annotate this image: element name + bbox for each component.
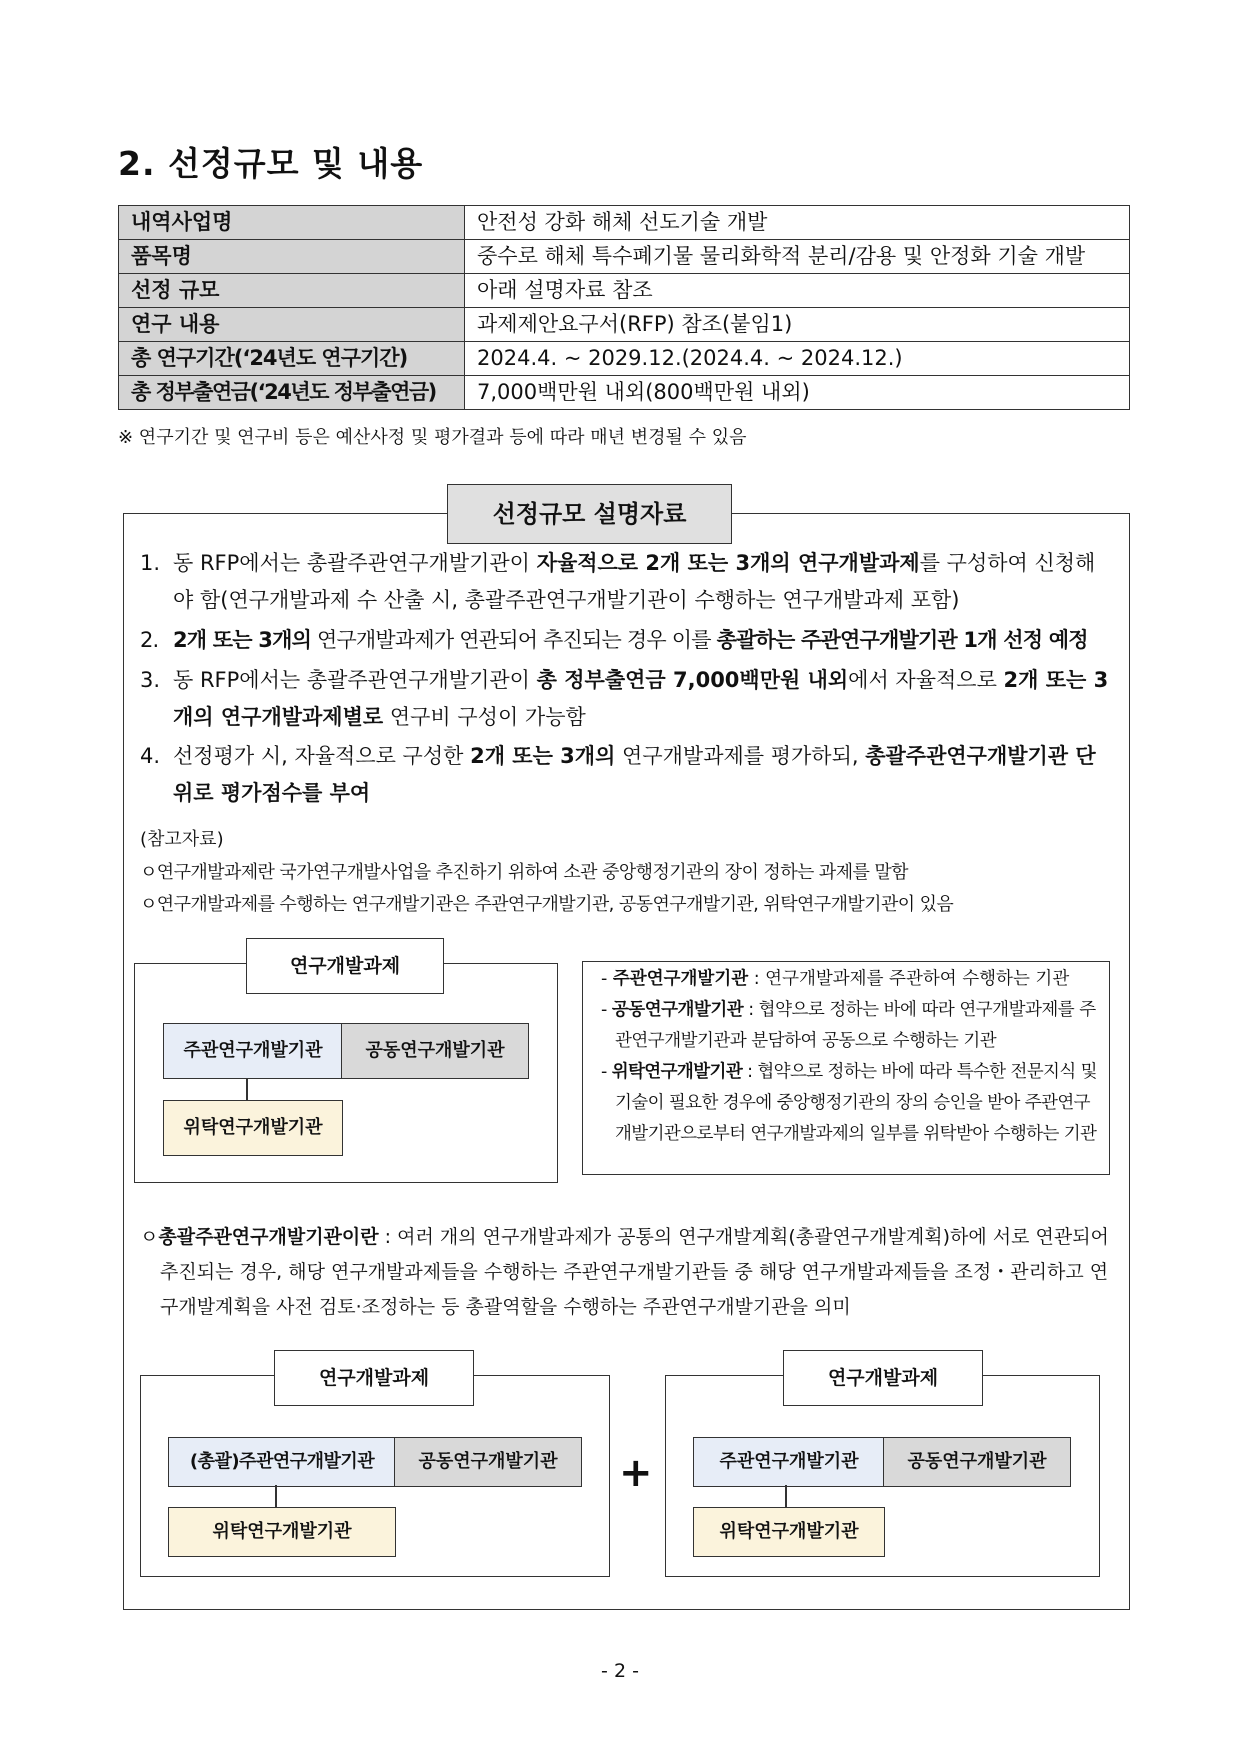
diagram-title: 연구개발과제 (783, 1350, 983, 1406)
list-item: 1. 동 RFP에서는 총괄주관연구개발기관이 자율적으로 2개 또는 3개의 연구개발과제를 구성하여 신청해야 함(연구개발과제 수 산출 시, 총괄주관연구개발기관이 수행하는 연구개발과제 포함) (140, 551, 1096, 612)
table-row: 총 연구기간(‘24년도 연구기간) 2024.4. ~ 2029.12.(2024.4. ~ 2024.12.) (119, 342, 1130, 376)
diagram-title: 연구개발과제 (274, 1350, 474, 1406)
definition-item: - 위탁연구개발기관 : 협약으로 정하는 바에 따라 특수한 전문지식 및 기술이 필요한 경우에 중앙행정기관의 장의 승인을 받아 주관연구개발기관으로부터 연구개발과제의 일부를 위탁받아 수행하는 기관 (601, 1062, 1097, 1144)
definitions-box (582, 961, 1110, 1175)
lead-institution: (총괄)주관연구개발기관 (168, 1437, 396, 1487)
definition-item: - 주관연구개발기관 : 연구개발과제를 주관하여 수행하는 기관 (601, 969, 1070, 989)
table-note: ※ 연구기간 및 연구비 등은 예산사정 및 평가결과 등에 따라 매년 변경될 수 있음 (118, 427, 747, 448)
overall-definition: ㅇ총괄주관연구개발기관이란 : 여러 개의 연구개발과제가 공통의 연구개발계획(총괄연구개발계획)하에 서로 연관되어 추진되는 경우, 해당 연구개발과제들을 수행하는 주관연구개발기관들 중 해당 연구개발과제들을 조정・관리하고 연구개발계획을 사전 검토·조정하는 등 총괄역할을 수행하는 주관연구개발기관을 의미 (140, 1226, 1109, 1318)
trust-institution: 위탁연구개발기관 (693, 1507, 885, 1557)
table-row: 품목명 중수로 해체 특수폐기물 물리화학적 분리/감용 및 안정화 기술 개발 (119, 240, 1130, 274)
lead-institution: 주관연구개발기관 (163, 1023, 343, 1079)
connector-line (275, 1485, 277, 1507)
reference-line: ㅇ연구개발과제란 국가연구개발사업을 추진하기 위하여 소관 중앙행정기관의 장이 정하는 과제를 말함 (140, 862, 908, 883)
connector-line (785, 1485, 787, 1507)
diagram-title: 연구개발과제 (246, 938, 444, 994)
reference-title: (참고자료) (140, 829, 224, 850)
definition-item: - 공동연구개발기관 : 협약으로 정하는 바에 따라 연구개발과제를 주관연구개발기관과 분담하여 공동으로 수행하는 기관 (601, 1000, 1096, 1051)
list-item: 2. 2개 또는 3개의 연구개발과제가 연관되어 추진되는 경우 이를 총괄하는 주관연구개발기관 1개 선정 예정 (140, 628, 1088, 652)
joint-institution: 공동연구개발기관 (883, 1437, 1071, 1487)
joint-institution: 공동연구개발기관 (341, 1023, 529, 1079)
lead-institution: 주관연구개발기관 (693, 1437, 885, 1487)
section-title: 2. 선정규모 및 내용 (118, 144, 424, 183)
table-row: 내역사업명 안전성 강화 해체 선도기술 개발 (119, 206, 1130, 240)
list-item: 4. 선정평가 시, 자율적으로 구성한 2개 또는 3개의 연구개발과제를 평가하되, 총괄주관연구개발기관 단위로 평가점수를 부여 (140, 744, 1096, 805)
connector-line (246, 1078, 248, 1100)
reference-line: ㅇ연구개발과제를 수행하는 연구개발기관은 주관연구개발기관, 공동연구개발기관, 위탁연구개발기관이 있음 (140, 894, 954, 915)
joint-institution: 공동연구개발기관 (394, 1437, 582, 1487)
list-item: 3. 동 RFP에서는 총괄주관연구개발기관이 총 정부출연금 7,000백만원 내외에서 자율적으로 2개 또는 3개의 연구개발과제별로 연구비 구성이 가능함 (140, 668, 1109, 729)
page-number: - 2 - (601, 1660, 639, 1682)
explanation-title: 선정규모 설명자료 (447, 484, 732, 544)
plus-sign: + (619, 1450, 653, 1496)
table-row: 연구 내용 과제제안요구서(RFP) 참조(붙임1) (119, 308, 1130, 342)
table-row: 선정 규모 아래 설명자료 참조 (119, 274, 1130, 308)
trust-institution: 위탁연구개발기관 (168, 1507, 396, 1557)
table-row: 총 정부출연금(‘24년도 정부출연금) 7,000백만원 내외(800백만원 내외) (119, 376, 1130, 410)
trust-institution: 위탁연구개발기관 (163, 1100, 343, 1156)
spec-table (118, 205, 1130, 410)
